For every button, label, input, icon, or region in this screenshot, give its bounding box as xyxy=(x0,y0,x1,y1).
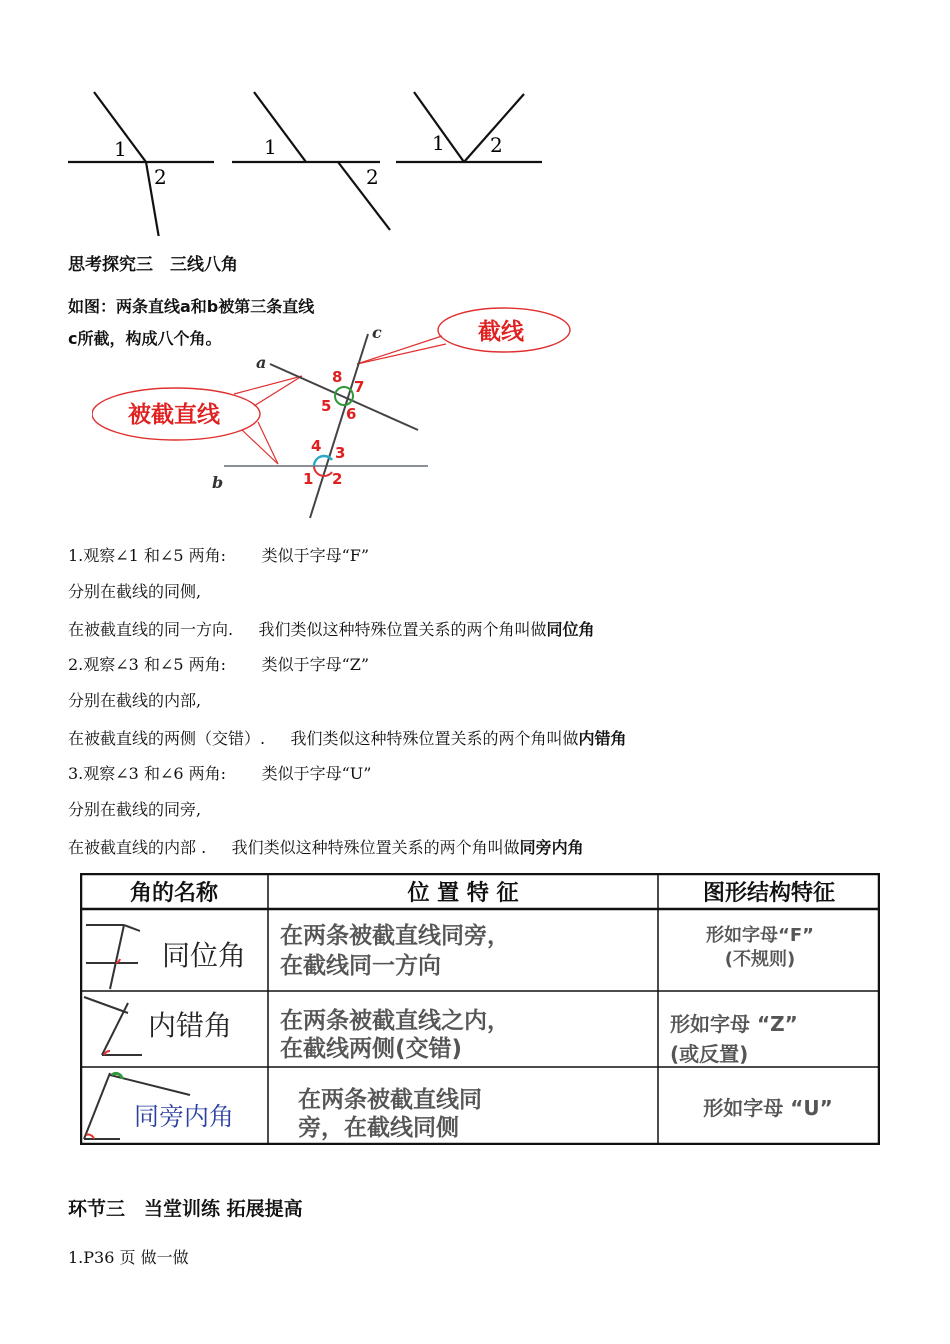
row3-structure-1: 形如字母 “U” xyxy=(703,1096,833,1120)
row1-structure-2: (不规则) xyxy=(724,949,796,970)
table-header-structure: 图形结构特征 xyxy=(702,881,836,906)
angle-types-table xyxy=(80,873,880,1145)
observation-3-line-1: 3.观察∠3 和∠6 两角: 类似于字母“U” xyxy=(68,764,372,783)
line-a xyxy=(270,364,418,430)
observation-2-line-2: 分别在截线的内部, xyxy=(68,691,202,710)
line-c xyxy=(310,334,368,518)
angle-figure-1 xyxy=(68,92,214,236)
angle-label-2: 2 xyxy=(332,470,343,488)
section4-title: 环节三 当堂训练 拓展提高 xyxy=(68,1198,303,1220)
row3-position-2: 旁，在截线同侧 xyxy=(298,1115,459,1141)
angle-label-1: 1 xyxy=(303,470,314,488)
observation-2-line-1: 2.观察∠3 和∠5 两角: 类似于字母“Z” xyxy=(68,655,370,674)
row1-position-2: 在截线同一方向 xyxy=(280,953,441,979)
row1-name: 同位角 xyxy=(161,939,247,972)
callout-transversal-pointer xyxy=(357,336,442,364)
callout-transversal-text: 截线 xyxy=(478,319,524,345)
fig2-angle-1: 1 xyxy=(264,135,277,159)
row2-position-1: 在两条被截直线之内， xyxy=(280,1008,510,1034)
row2-name: 内错角 xyxy=(147,1009,233,1042)
observation-2-text: 在被截直线的两侧（交错）. 我们类似这种特殊位置关系的两个角叫做 xyxy=(68,729,579,748)
angle-label-5: 5 xyxy=(321,397,332,415)
observation-3-line-2: 分别在截线的同旁, xyxy=(68,800,202,819)
row2-position-2: 在截线两侧(交错) xyxy=(280,1036,463,1062)
fig3-angle-1: 1 xyxy=(432,131,445,155)
top-angle-figures xyxy=(62,86,552,236)
section-title: 思考探究三 三线八角 xyxy=(68,255,238,275)
exercise-line: 1.P36 页 做一做 xyxy=(68,1248,189,1267)
observation-1-line-1: 1.观察∠1 和∠5 两角: 类似于字母“F” xyxy=(68,546,370,565)
label-line-a: a xyxy=(256,353,267,372)
row1-structure-1: 形如字母“F” xyxy=(706,925,814,946)
fig2-angle-2: 2 xyxy=(366,165,379,189)
row3-position-1: 在两条被截直线同 xyxy=(298,1087,482,1113)
intro-line-1: 如图：两条直线a和b被第三条直线 xyxy=(68,297,315,316)
table-header-position: 位 置 特 征 xyxy=(407,881,519,906)
angle-label-3: 3 xyxy=(335,444,346,462)
fig1-angle-2: 2 xyxy=(154,165,167,189)
row1-position-1: 在两条被截直线同旁， xyxy=(280,923,510,949)
observation-1-line-3 xyxy=(68,620,595,640)
three-lines-eight-angles-diagram xyxy=(92,306,582,524)
angle-label-7: 7 xyxy=(354,378,365,396)
angle-label-4: 4 xyxy=(311,437,322,455)
intro-line-2: c所截，构成八个角。 xyxy=(68,329,222,348)
row2-structure-2: (或反置) xyxy=(670,1042,749,1066)
term-co-interior-angles: 同旁内角 xyxy=(519,838,584,857)
row2-structure-1: 形如字母 “Z” xyxy=(670,1012,798,1036)
observation-3-line-3 xyxy=(68,838,584,858)
term-corresponding-angles: 同位角 xyxy=(546,620,595,639)
observation-3-text: 在被截直线的内部 . 我们类似这种特殊位置关系的两个角叫做 xyxy=(68,838,520,857)
callout-cut-lines-text: 被截直线 xyxy=(128,402,220,428)
fig1-angle-1: 1 xyxy=(114,137,127,161)
label-line-b: b xyxy=(212,473,224,492)
angle-label-6: 6 xyxy=(346,405,357,423)
observation-1-text: 在被截直线的同一方向. 我们类似这种特殊位置关系的两个角叫做 xyxy=(68,620,547,639)
row3-name: 同旁内角 xyxy=(133,1102,235,1131)
term-alternate-interior-angles: 内错角 xyxy=(578,729,627,748)
angle-label-8: 8 xyxy=(332,368,343,386)
label-line-c: c xyxy=(372,323,382,342)
callout-cut-lines-pointer xyxy=(234,376,302,394)
fig3-angle-2: 2 xyxy=(490,133,503,157)
observation-1-line-2: 分别在截线的同侧, xyxy=(68,582,202,601)
angle-figure-2 xyxy=(232,92,390,230)
angle-figure-3 xyxy=(396,92,542,162)
table-header-name: 角的名称 xyxy=(129,881,219,906)
angle-arc-lower xyxy=(314,456,332,466)
observation-2-line-3 xyxy=(68,729,627,749)
